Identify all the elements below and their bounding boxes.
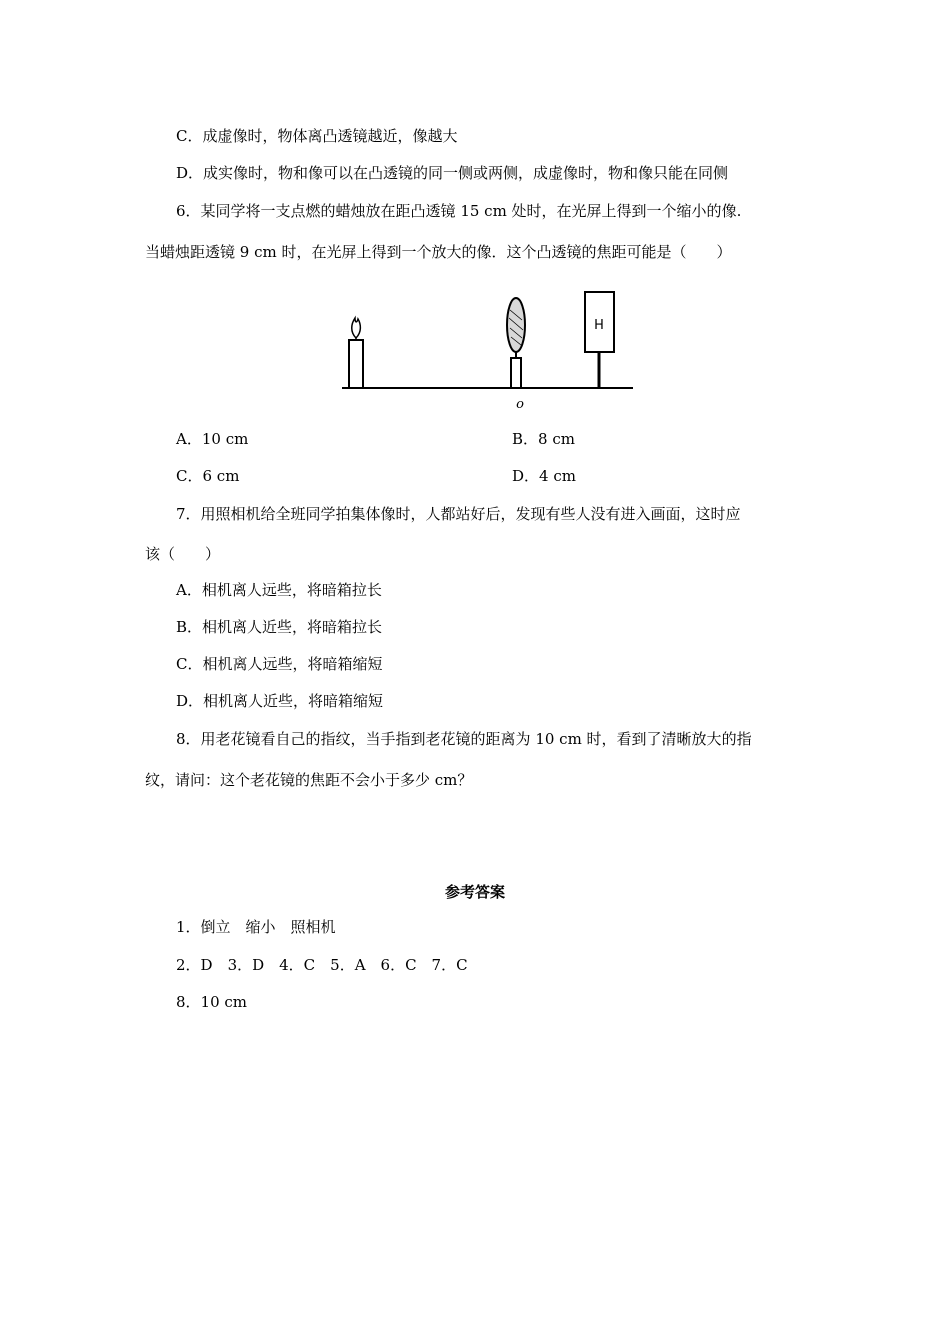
q6-option-b: B．8 cm bbox=[512, 430, 575, 448]
q7-option-c: C．相机离人远些，将暗箱缩短 bbox=[176, 655, 383, 673]
q6-stem-line2: 当蜡烛距透镜 9 cm 时，在光屏上得到一个放大的像．这个凸透镜的焦距可能是（ ） bbox=[145, 243, 732, 261]
screen-image-label: H bbox=[594, 315, 604, 330]
answer-2-7: 2．D 3．D 4．C 5．A 6．C 7．C bbox=[176, 956, 468, 974]
q6-stem-line1: 6．某同学将一支点燃的蜡烛放在距凸透镜 15 cm 处时，在光屏上得到一个缩小的像. bbox=[176, 202, 742, 220]
answer-8: 8．10 cm bbox=[176, 993, 248, 1011]
answers-title: 参考答案 bbox=[444, 883, 505, 901]
lens-holder bbox=[511, 358, 521, 388]
q7-option-d: D．相机离人近些，将暗箱缩短 bbox=[176, 692, 384, 710]
candle bbox=[349, 340, 363, 388]
q5-option-d: D．成实像时，物和像可以在凸透镜的同一侧或两侧，成虚像时，物和像只能在同侧 bbox=[176, 164, 729, 182]
q7-stem-line1: 7．用照相机给全班同学拍集体像时，人都站好后，发现有些人没有进入画面，这时应 bbox=[176, 505, 741, 523]
q8-stem-line2: 纹，请问：这个老花镜的焦距不会小于多少 cm？ bbox=[145, 771, 473, 789]
q6-option-d: D．4 cm bbox=[512, 467, 576, 485]
flame-icon bbox=[352, 318, 361, 338]
q5-option-c: C．成虚像时，物体离凸透镜越近，像越大 bbox=[176, 127, 458, 145]
q8-stem-line1: 8．用老花镜看自己的指纹，当手指到老花镜的距离为 10 cm 时，看到了清晰放大的指 bbox=[176, 730, 752, 748]
origin-label: o bbox=[516, 397, 524, 412]
q7-option-b: B．相机离人近些，将暗箱拉长 bbox=[176, 618, 383, 636]
q6-option-c: C．6 cm bbox=[176, 467, 240, 485]
q6-option-a: A．10 cm bbox=[176, 430, 249, 448]
convex-lens bbox=[507, 298, 525, 352]
q7-stem-line2: 该（ ） bbox=[145, 545, 221, 563]
answer-1: 1．倒立 缩小 照相机 bbox=[176, 918, 336, 936]
candle-lens-screen-figure bbox=[330, 285, 640, 415]
q7-option-a: A．相机离人远些，将暗箱拉长 bbox=[176, 581, 382, 599]
